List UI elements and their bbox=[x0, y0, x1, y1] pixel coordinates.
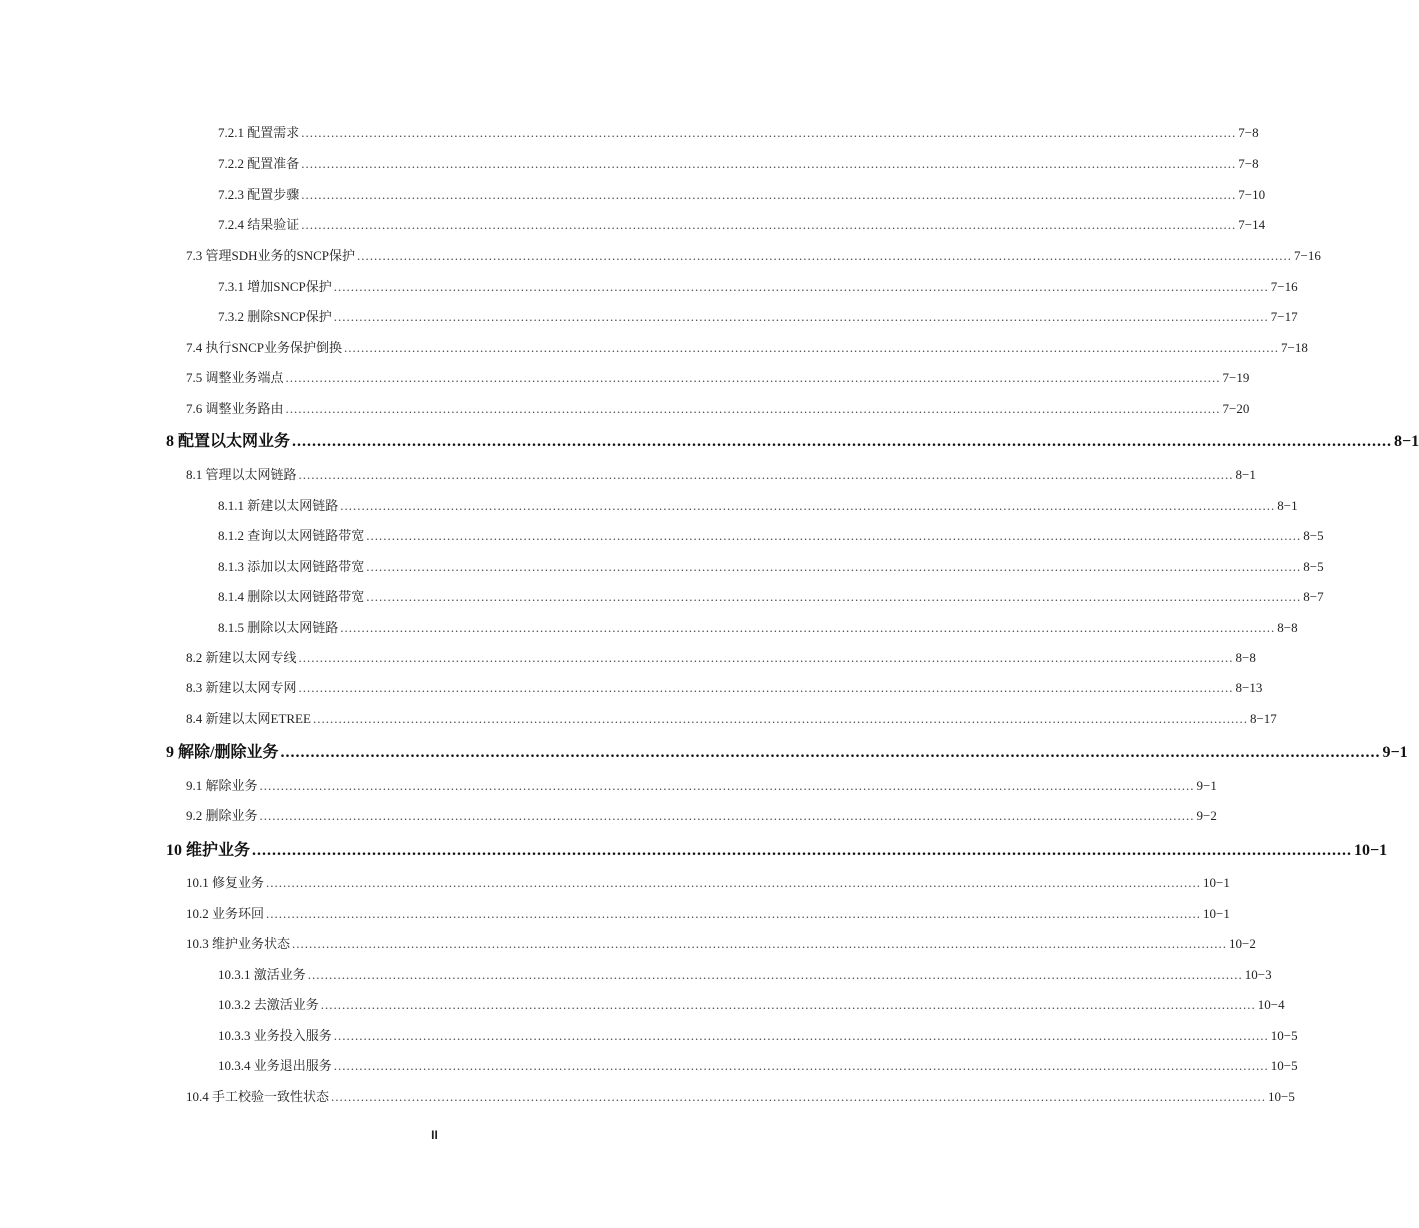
toc-entry-title: 8 配置以太网业务 bbox=[166, 433, 291, 450]
toc-subsection-entry[interactable] bbox=[218, 556, 1324, 578]
toc-subsection-entry[interactable] bbox=[218, 276, 1298, 298]
toc-dot-leader: ............................................................................................................................................................................................................................ bbox=[298, 467, 1234, 482]
toc-dot-leader: ............................................................................................................................................................................................................................ bbox=[307, 967, 1243, 982]
toc-dot-leader: ............................................................................................................................................................................................................................ bbox=[259, 808, 1195, 823]
toc-entry-title: 8.1.5 删除以太网链路 bbox=[218, 620, 339, 635]
toc-dot-leader: ............................................................................................................................................................................................................................ bbox=[298, 680, 1234, 695]
toc-entry-title: 10.3.4 业务退出服务 bbox=[218, 1058, 332, 1073]
toc-entry-page: 8−17 bbox=[1249, 711, 1277, 726]
toc-entry-page: 8−1 bbox=[1235, 467, 1256, 482]
toc-entry-page: 8−13 bbox=[1235, 680, 1263, 695]
toc-dot-leader: ............................................................................................................................................................................................................................ bbox=[344, 340, 1280, 355]
toc-section-entry[interactable] bbox=[186, 872, 1230, 894]
toc-entry-page: 9−2 bbox=[1196, 808, 1217, 823]
toc-section-entry[interactable] bbox=[186, 367, 1250, 389]
toc-entry-page: 10−1 bbox=[1203, 875, 1230, 890]
toc-entry-title: 8.1.4 删除以太网链路带宽 bbox=[218, 589, 365, 604]
toc-entry-page: 7−8 bbox=[1238, 125, 1259, 140]
toc-dot-leader: ............................................................................................................................................................................................................................ bbox=[280, 744, 1381, 761]
toc-dot-leader: ............................................................................................................................................................................................................................ bbox=[333, 1058, 1269, 1073]
toc-dot-leader: ............................................................................................................................................................................................................................ bbox=[357, 248, 1293, 263]
toc-subsection-entry[interactable] bbox=[218, 1055, 1298, 1077]
toc-entry-title: 8.3 新建以太网专网 bbox=[186, 680, 297, 695]
toc-entry-page: 9−1 bbox=[1196, 778, 1217, 793]
toc-dot-leader: ............................................................................................................................................................................................................................ bbox=[366, 589, 1302, 604]
toc-entry-title: 10.3.3 业务投入服务 bbox=[218, 1028, 332, 1043]
toc-entry-page: 9−1 bbox=[1382, 744, 1408, 761]
toc-section-entry[interactable] bbox=[186, 933, 1256, 955]
toc-entry-title: 7.3.1 增加SNCP保护 bbox=[218, 279, 332, 294]
toc-section-entry[interactable] bbox=[186, 775, 1217, 797]
toc-entry-title: 8.2 新建以太网专线 bbox=[186, 650, 297, 665]
toc-entry-title: 8.1.3 添加以太网链路带宽 bbox=[218, 559, 365, 574]
toc-entry-title: 8.1 管理以太网链路 bbox=[186, 467, 297, 482]
toc-dot-leader: ............................................................................................................................................................................................................................ bbox=[298, 650, 1234, 665]
toc-dot-leader: ............................................................................................................................................................................................................................ bbox=[320, 997, 1256, 1012]
toc-dot-leader: ............................................................................................................................................................................................................................ bbox=[333, 1028, 1269, 1043]
toc-section-entry[interactable] bbox=[186, 1086, 1295, 1108]
toc-entry-title: 10.3 维护业务状态 bbox=[186, 936, 291, 951]
toc-entry-page: 8−1 bbox=[1394, 433, 1419, 450]
toc-dot-leader: ............................................................................................................................................................................................................................ bbox=[331, 1089, 1267, 1104]
toc-section-entry[interactable] bbox=[186, 398, 1250, 420]
toc-dot-leader: ............................................................................................................................................................................................................................ bbox=[252, 842, 1353, 859]
toc-entry-title: 7.2.4 结果验证 bbox=[218, 217, 300, 232]
toc-subsection-entry[interactable] bbox=[218, 122, 1259, 144]
toc-subsection-entry[interactable] bbox=[218, 525, 1324, 547]
toc-subsection-entry[interactable] bbox=[218, 586, 1324, 608]
toc-section-entry[interactable] bbox=[186, 245, 1321, 267]
toc-entry-title: 7.3 管理SDH业务的SNCP保护 bbox=[186, 248, 356, 263]
toc-dot-leader: ............................................................................................................................................................................................................................ bbox=[333, 279, 1269, 294]
toc-subsection-entry[interactable] bbox=[218, 617, 1298, 639]
toc-dot-leader: ............................................................................................................................................................................................................................ bbox=[340, 498, 1276, 513]
toc-entry-title: 8.4 新建以太网ETREE bbox=[186, 711, 311, 726]
toc-subsection-entry[interactable] bbox=[218, 214, 1266, 236]
toc-entry-page: 8−1 bbox=[1277, 498, 1298, 513]
toc-entry-page: 10−2 bbox=[1229, 936, 1256, 951]
toc-section-entry[interactable] bbox=[186, 677, 1263, 699]
toc-dot-leader: ............................................................................................................................................................................................................................ bbox=[301, 125, 1237, 140]
toc-section-entry[interactable] bbox=[186, 464, 1256, 486]
toc-entry-title: 10.3.1 激活业务 bbox=[218, 967, 306, 982]
toc-entry-page: 7−17 bbox=[1270, 309, 1298, 324]
toc-entry-page: 8−7 bbox=[1303, 589, 1324, 604]
toc-entry-title: 7.2.3 配置步骤 bbox=[218, 187, 300, 202]
toc-entry-page: 7−16 bbox=[1270, 279, 1298, 294]
toc-entry-page: 10−1 bbox=[1203, 906, 1230, 921]
toc-entry-title: 7.4 执行SNCP业务保护倒换 bbox=[186, 340, 343, 355]
toc-entry-title: 10.1 修复业务 bbox=[186, 875, 265, 890]
toc-entry-page: 10−5 bbox=[1268, 1089, 1295, 1104]
toc-dot-leader: ............................................................................................................................................................................................................................ bbox=[340, 620, 1276, 635]
toc-dot-leader: ............................................................................................................................................................................................................................ bbox=[266, 906, 1202, 921]
toc-entry-title: 10 维护业务 bbox=[166, 842, 251, 859]
toc-dot-leader: ............................................................................................................................................................................................................................ bbox=[292, 433, 1393, 450]
toc-dot-leader: ............................................................................................................................................................................................................................ bbox=[301, 156, 1237, 171]
toc-chapter-entry[interactable] bbox=[166, 431, 1419, 453]
toc-entry-page: 10−4 bbox=[1257, 997, 1285, 1012]
toc-entry-page: 8−8 bbox=[1235, 650, 1256, 665]
toc-entry-page: 7−10 bbox=[1238, 187, 1266, 202]
toc-entry-page: 10−1 bbox=[1354, 842, 1388, 859]
toc-dot-leader: ............................................................................................................................................................................................................................ bbox=[259, 778, 1195, 793]
toc-dot-leader: ............................................................................................................................................................................................................................ bbox=[366, 559, 1302, 574]
toc-subsection-entry[interactable] bbox=[218, 964, 1272, 986]
toc-entry-page: 8−5 bbox=[1303, 559, 1324, 574]
toc-entry-page: 7−20 bbox=[1222, 401, 1250, 416]
toc-entry-title: 7.2.2 配置准备 bbox=[218, 156, 300, 171]
toc-dot-leader: ............................................................................................................................................................................................................................ bbox=[333, 309, 1269, 324]
toc-dot-leader: ............................................................................................................................................................................................................................ bbox=[292, 936, 1228, 951]
toc-subsection-entry[interactable] bbox=[218, 495, 1298, 517]
toc-section-entry[interactable] bbox=[186, 805, 1217, 827]
toc-section-entry[interactable] bbox=[186, 337, 1308, 359]
toc-entry-title: 10.3.2 去激活业务 bbox=[218, 997, 319, 1012]
toc-entry-title: 9 解除/删除业务 bbox=[166, 744, 279, 761]
toc-entry-title: 7.2.1 配置需求 bbox=[218, 125, 300, 140]
toc-entry-page: 10−5 bbox=[1270, 1028, 1298, 1043]
toc-entry-title: 10.4 手工校验一致性状态 bbox=[186, 1089, 330, 1104]
toc-entry-title: 7.3.2 删除SNCP保护 bbox=[218, 309, 332, 324]
toc-dot-leader: ............................................................................................................................................................................................................................ bbox=[301, 217, 1237, 232]
toc-entry-page: 8−5 bbox=[1303, 528, 1324, 543]
toc-dot-leader: ............................................................................................................................................................................................................................ bbox=[312, 711, 1248, 726]
toc-dot-leader: ............................................................................................................................................................................................................................ bbox=[266, 875, 1202, 890]
page-number: II bbox=[431, 1128, 438, 1142]
toc-dot-leader: ............................................................................................................................................................................................................................ bbox=[285, 401, 1221, 416]
toc-entry-page: 10−3 bbox=[1244, 967, 1272, 982]
toc-entry-page: 10−5 bbox=[1270, 1058, 1298, 1073]
toc-section-entry[interactable] bbox=[186, 647, 1256, 669]
toc-entry-title: 9.1 解除业务 bbox=[186, 778, 258, 793]
toc-entry-page: 7−18 bbox=[1281, 340, 1308, 355]
toc-section-entry[interactable] bbox=[186, 903, 1230, 925]
toc-chapter-entry[interactable] bbox=[166, 742, 1408, 764]
toc-subsection-entry[interactable] bbox=[218, 1025, 1298, 1047]
toc-subsection-entry[interactable] bbox=[218, 306, 1298, 328]
toc-subsection-entry[interactable] bbox=[218, 184, 1266, 206]
toc-section-entry[interactable] bbox=[186, 708, 1277, 730]
toc-dot-leader: ............................................................................................................................................................................................................................ bbox=[366, 528, 1302, 543]
toc-subsection-entry[interactable] bbox=[218, 153, 1259, 175]
toc-entry-page: 8−8 bbox=[1277, 620, 1298, 635]
toc-entry-title: 8.1.2 查询以太网链路带宽 bbox=[218, 528, 365, 543]
toc-entry-title: 9.2 删除业务 bbox=[186, 808, 258, 823]
toc-subsection-entry[interactable] bbox=[218, 994, 1285, 1016]
toc-chapter-entry[interactable] bbox=[166, 840, 1388, 862]
toc-dot-leader: ............................................................................................................................................................................................................................ bbox=[285, 370, 1221, 385]
toc-entry-title: 8.1.1 新建以太网链路 bbox=[218, 498, 339, 513]
toc-entry-page: 7−19 bbox=[1222, 370, 1250, 385]
toc-dot-leader: ............................................................................................................................................................................................................................ bbox=[301, 187, 1237, 202]
toc-entry-title: 10.2 业务环回 bbox=[186, 906, 265, 921]
toc-entry-page: 7−14 bbox=[1238, 217, 1266, 232]
toc-entry-page: 7−8 bbox=[1238, 156, 1259, 171]
toc-entry-page: 7−16 bbox=[1294, 248, 1321, 263]
toc-entry-title: 7.6 调整业务路由 bbox=[186, 401, 284, 416]
toc-entry-title: 7.5 调整业务端点 bbox=[186, 370, 284, 385]
